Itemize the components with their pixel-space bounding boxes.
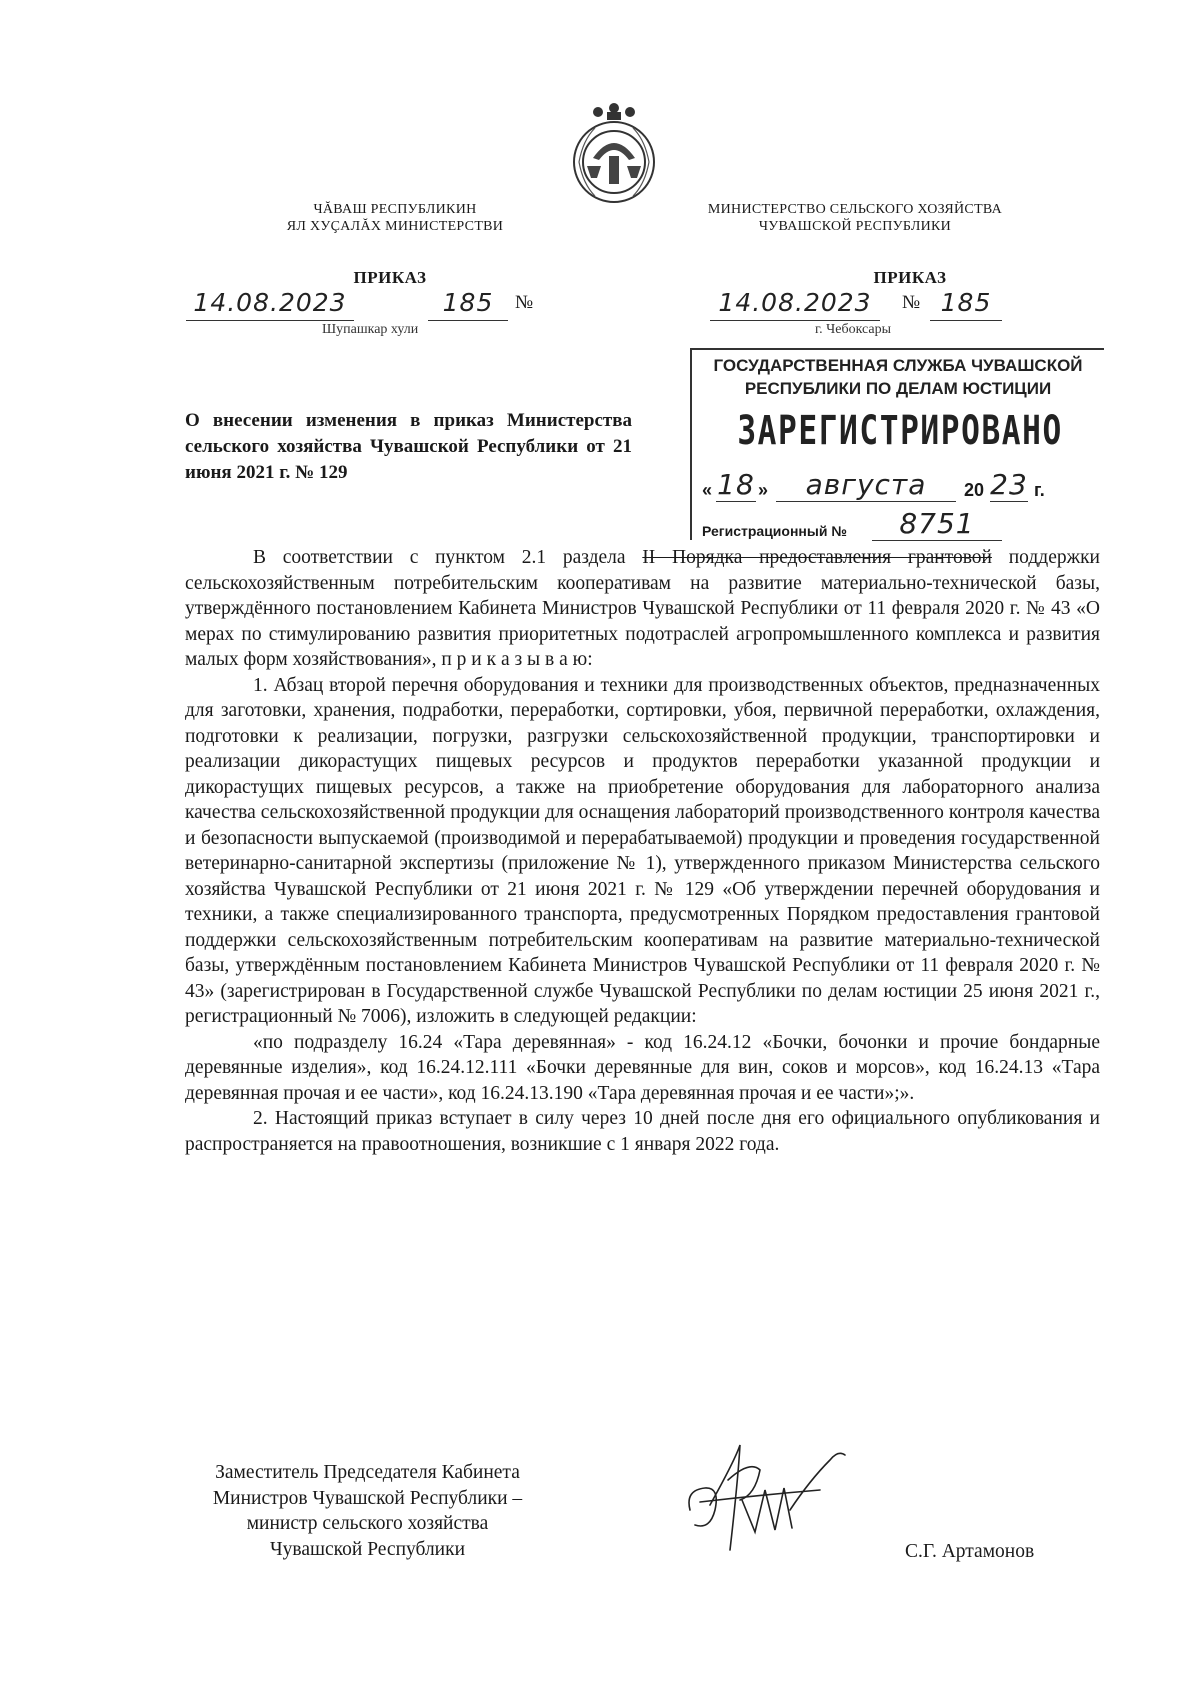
signatory-line4: Чувашской Республики: [269, 1538, 466, 1560]
right-number-sign: №: [902, 292, 921, 313]
order-title-left: ПРИКАЗ: [353, 268, 427, 287]
header-right-line2: ЧУВАШСКОЙ РЕСПУБЛИКИ: [758, 219, 952, 234]
intro-paragraph: [185, 545, 1100, 673]
intro-struck-text: II Порядка предоставления грантовой: [642, 547, 992, 568]
stamp-month: августа: [776, 468, 956, 502]
signatory-line1: Заместитель Председателя Кабинета: [215, 1462, 520, 1483]
stamp-quote-open: «: [702, 480, 713, 500]
stamp-quote-close: »: [758, 480, 769, 500]
signatory-position: [185, 1460, 550, 1562]
stamp-day: 18: [717, 468, 755, 501]
signatory-name: С.Г. Артамонов: [905, 1541, 1035, 1562]
stamp-year-prefix: 20: [964, 480, 985, 500]
intro-part-b: поддержки сельскохозяйственным потребительским кооперативам на развитие материально-технической базы, утверждённого постановлением Кабинета Министров Чувашской Республики от 11 февраля 2020 г. № 43 «О мерах по стимулированию развития приоритетных подотраслей агропромышленного комплекса и развития малых форм хозяйствования», п р и к а з ы в а ю:: [185, 547, 1100, 670]
quote-paragraph: «по подразделу 16.24 «Тара деревянная» - код 16.24.12 «Бочки, бочонки и прочие бондарные деревянные изделия», код 16.24.12.111 «Бочки деревянные для вин, соков и морсов», код 16.24.13 «Тара деревянная прочая и ее части», код 16.24.13.190 «Тара деревянная прочая и ее части»;».: [185, 1031, 1100, 1104]
stamp-registration-row: [702, 507, 1097, 543]
signatory-line3: министр сельского хозяйства: [246, 1513, 489, 1534]
city-left: Шупашкар хули: [322, 322, 419, 337]
stamp-reg-number: 8751: [872, 507, 1002, 541]
header-right-line1: МИНИСТЕРСТВО СЕЛЬСКОГО ХОЗЯЙСТВА: [707, 202, 1003, 217]
right-number-handwritten: 185: [930, 288, 1002, 321]
item-1-paragraph: 1. Абзац второй перечня оборудования и техники для производственных объектов, предназначенных для заготовки, хранения, подработки, переработки, сортировки, убоя, первичной переработки, охлаждения, подготовки к реализации, погрузки, разгрузки сельскохозяйственной продукции, транспортировки и реализации дикорастущих пищевых ресурсов и продуктов переработки указанной продукции и дикорастущих пищевых ресурсов, а также на приобретение оборудования для лабораторного анализа качества сельскохозяйственной продукции для оснащения лабораторий производственного контроля качества и безопасности выпускаемой (производимой и перерабатываемой) продукции и проведения государственной ветеринарно-санитарной экспертизы (приложение № 1), утвержденного приказом Министерства сельского хозяйства Чувашской Республики от 21 июня 2021 г. № 129 «Об утверждении перечней оборудования и техники, а также специализированного транспорта, предусмотренных Порядком предоставления грантовой поддержки сельскохозяйственным потребительским кооперативам на развитие материально-технической базы, утверждённым постановлением Кабинета Министров Чувашской Республики от 11 февраля 2020 г. № 43» (зарегистрирован в Государственной службе Чувашской Республики по делам юстиции 25 июня 2021 г., регистрационный № 7006), изложить в следующей редакции:: [185, 674, 1100, 1027]
right-date-handwritten: 14.08.2023: [710, 288, 880, 321]
stamp-year-g: г.: [1034, 480, 1045, 500]
order-subject: О внесении изменения в приказ Министерства сельского хозяйства Чувашской Республики от 21 июня 2021 г. № 129: [185, 410, 632, 483]
stamp-year-suffix: 23: [990, 468, 1028, 501]
left-number-handwritten: 185: [428, 288, 508, 321]
stamp-reg-label: Регистрационный №: [702, 523, 847, 539]
stamp-registered: ЗАРЕГИСТРИРОВАНО: [737, 408, 1063, 454]
item-2-paragraph: 2. Настоящий приказ вступает в силу через 10 дней после дня его официального опубликования и распространяется на правоотношения, возникшие с 1 января 2022 года.: [185, 1108, 1100, 1155]
order-title-right: ПРИКАЗ: [873, 268, 947, 287]
city-right: г. Чебоксары: [815, 322, 892, 337]
stamp-line2: РЕСПУБЛИКИ ПО ДЕЛАМ ЮСТИЦИИ: [744, 379, 1052, 398]
left-number-sign: №: [515, 292, 534, 313]
signatory-line2: Министров Чувашской Республики –: [212, 1487, 523, 1509]
registration-stamp: [690, 348, 1104, 540]
intro-part-a: В соответствии с пунктом 2.1 раздела: [253, 547, 643, 568]
order-body: [185, 545, 1100, 1157]
chuvash-emblem-icon: [565, 100, 663, 210]
stamp-date-row: [702, 468, 1097, 508]
header-left-line2: ЯЛ ХУҪАЛĂХ МИНИСТЕРСТВИ: [286, 219, 504, 234]
ministry-header-chuvash: [265, 201, 525, 235]
ministry-header-russian: [690, 201, 1020, 235]
handwritten-signature-icon: [680, 1440, 850, 1560]
left-date-handwritten: 14.08.2023: [186, 288, 354, 321]
stamp-line1: ГОСУДАРСТВЕННАЯ СЛУЖБА ЧУВАШСКОЙ: [713, 356, 1083, 375]
header-left-line1: ЧĂВАШ РЕСПУБЛИКИН: [313, 202, 477, 217]
